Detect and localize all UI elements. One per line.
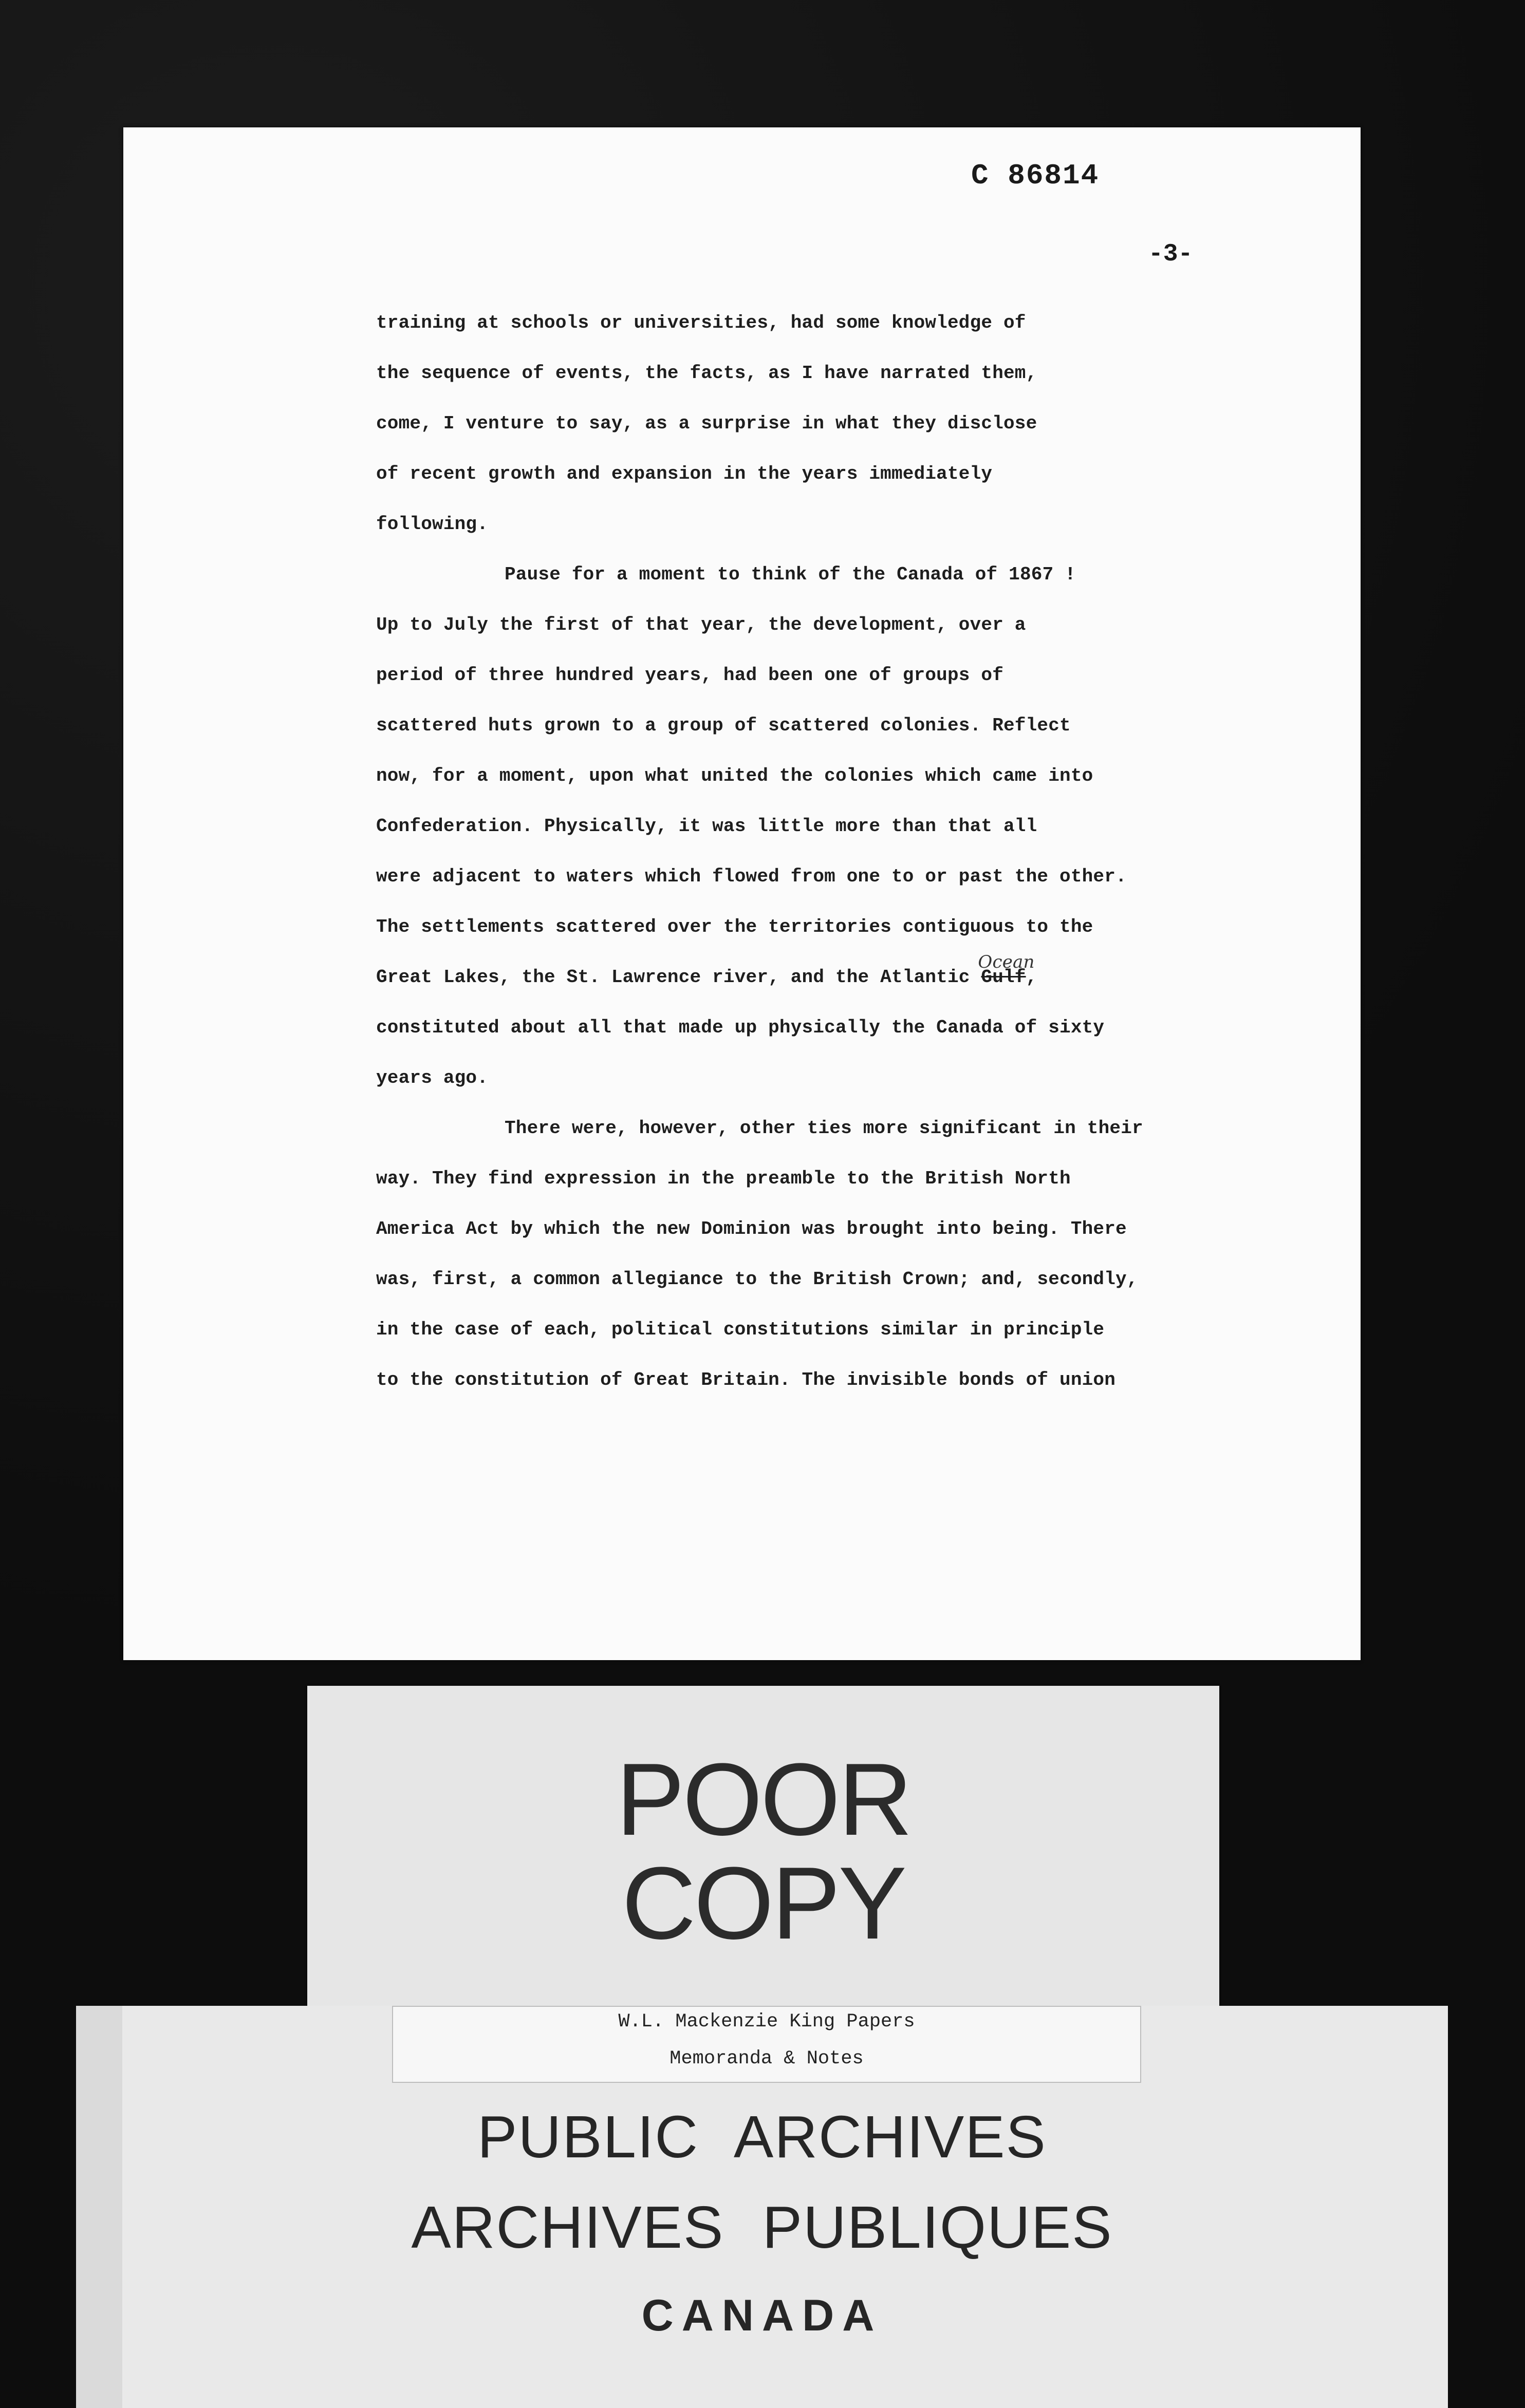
text-line-content: the sequence of events, the facts, as I have narrated them, bbox=[376, 363, 1037, 384]
poor-copy-card bbox=[307, 1686, 1219, 2007]
text-line bbox=[376, 952, 1301, 1003]
collection-label-tag bbox=[392, 2006, 1141, 2083]
text-line-content: constituted about all that made up physically the Canada of sixty bbox=[376, 1017, 1105, 1038]
text-line bbox=[376, 499, 1301, 550]
document-number: C 86814 bbox=[971, 159, 1100, 192]
page-number: -3- bbox=[1148, 240, 1193, 268]
text-line-content: now, for a moment, upon what united the colonies which came into bbox=[376, 765, 1093, 786]
text-line bbox=[376, 550, 1301, 600]
text-line bbox=[376, 1254, 1301, 1305]
text-line bbox=[376, 1154, 1301, 1204]
text-line-content: of recent growth and expansion in the years immediately bbox=[376, 463, 993, 484]
text-line-content: to the constitution of Great Britain. The invisible bonds of union bbox=[376, 1369, 1116, 1390]
text-line-content: were adjacent to waters which flowed from one to or past the other. bbox=[376, 866, 1127, 887]
struck-word-text: Gulf bbox=[981, 967, 1026, 988]
text-line-content: Confederation. Physically, it was little more than that all bbox=[376, 816, 1037, 837]
text-line-content: come, I venture to say, as a surprise in what they disclose bbox=[376, 413, 1037, 434]
text-line-content: years ago. bbox=[376, 1067, 489, 1088]
text-line bbox=[376, 1103, 1301, 1154]
text-line bbox=[376, 801, 1301, 852]
text-line-content: in the case of each, political constitutions similar in principle bbox=[376, 1319, 1105, 1340]
poor-copy-line-1: POOR bbox=[616, 1742, 910, 1857]
text-line bbox=[376, 650, 1301, 701]
collection-name: W.L. Mackenzie King Papers bbox=[618, 2011, 915, 2033]
text-line-content: There were, however, other ties more significant in their bbox=[505, 1118, 1143, 1139]
text-line bbox=[376, 902, 1301, 952]
text-line bbox=[376, 1053, 1301, 1103]
collection-series: Memoranda & Notes bbox=[669, 2048, 864, 2070]
text-line-content: period of three hundred years, had been one of groups of bbox=[376, 665, 1003, 686]
text-line bbox=[376, 701, 1301, 751]
text-line bbox=[376, 852, 1301, 902]
text-line-content: scattered huts grown to a group of scattered colonies. Reflect bbox=[376, 715, 1071, 736]
text-line bbox=[376, 449, 1301, 499]
text-line bbox=[376, 1355, 1301, 1405]
text-line-content: way. They find expression in the preamble to the British North bbox=[376, 1168, 1071, 1189]
text-line bbox=[376, 1204, 1301, 1254]
text-line-content: Up to July the first of that year, the development, over a bbox=[376, 614, 1026, 635]
text-line bbox=[376, 751, 1301, 801]
text-line bbox=[376, 348, 1301, 399]
text-line bbox=[376, 399, 1301, 449]
text-line-content: was, first, a common allegiance to the British Crown; and, secondly, bbox=[376, 1269, 1138, 1290]
text-line bbox=[376, 298, 1301, 348]
text-line-content: America Act by which the new Dominion was brought into being. There bbox=[376, 1218, 1127, 1239]
text-line bbox=[376, 1305, 1301, 1355]
archives-english-title: PUBLIC ARCHIVES bbox=[477, 2103, 1047, 2170]
handwritten-correction: Ocean bbox=[978, 952, 1035, 972]
text-line-content: training at schools or universities, had some knowledge of bbox=[376, 312, 1026, 333]
text-line-content: Pause for a moment to think of the Canada of 1867 ! bbox=[505, 564, 1076, 585]
text-line-content: Great Lakes, the St. Lawrence river, and the Atlantic bbox=[376, 967, 981, 988]
text-line bbox=[376, 1003, 1301, 1053]
trailing-punctuation: , bbox=[1026, 967, 1037, 988]
text-line bbox=[376, 600, 1301, 650]
archives-board bbox=[76, 2006, 1448, 2408]
archives-french-title: ARCHIVES PUBLIQUES bbox=[411, 2194, 1113, 2261]
typed-body-text bbox=[376, 298, 1301, 1405]
struck-word bbox=[978, 952, 1035, 988]
typed-document-page bbox=[123, 127, 1361, 1660]
text-line-content: The settlements scattered over the territories contiguous to the bbox=[376, 916, 1093, 937]
poor-copy-line-2: COPY bbox=[622, 1846, 905, 1961]
archives-country: CANADA bbox=[641, 2291, 883, 2340]
text-line-content: following. bbox=[376, 514, 489, 535]
